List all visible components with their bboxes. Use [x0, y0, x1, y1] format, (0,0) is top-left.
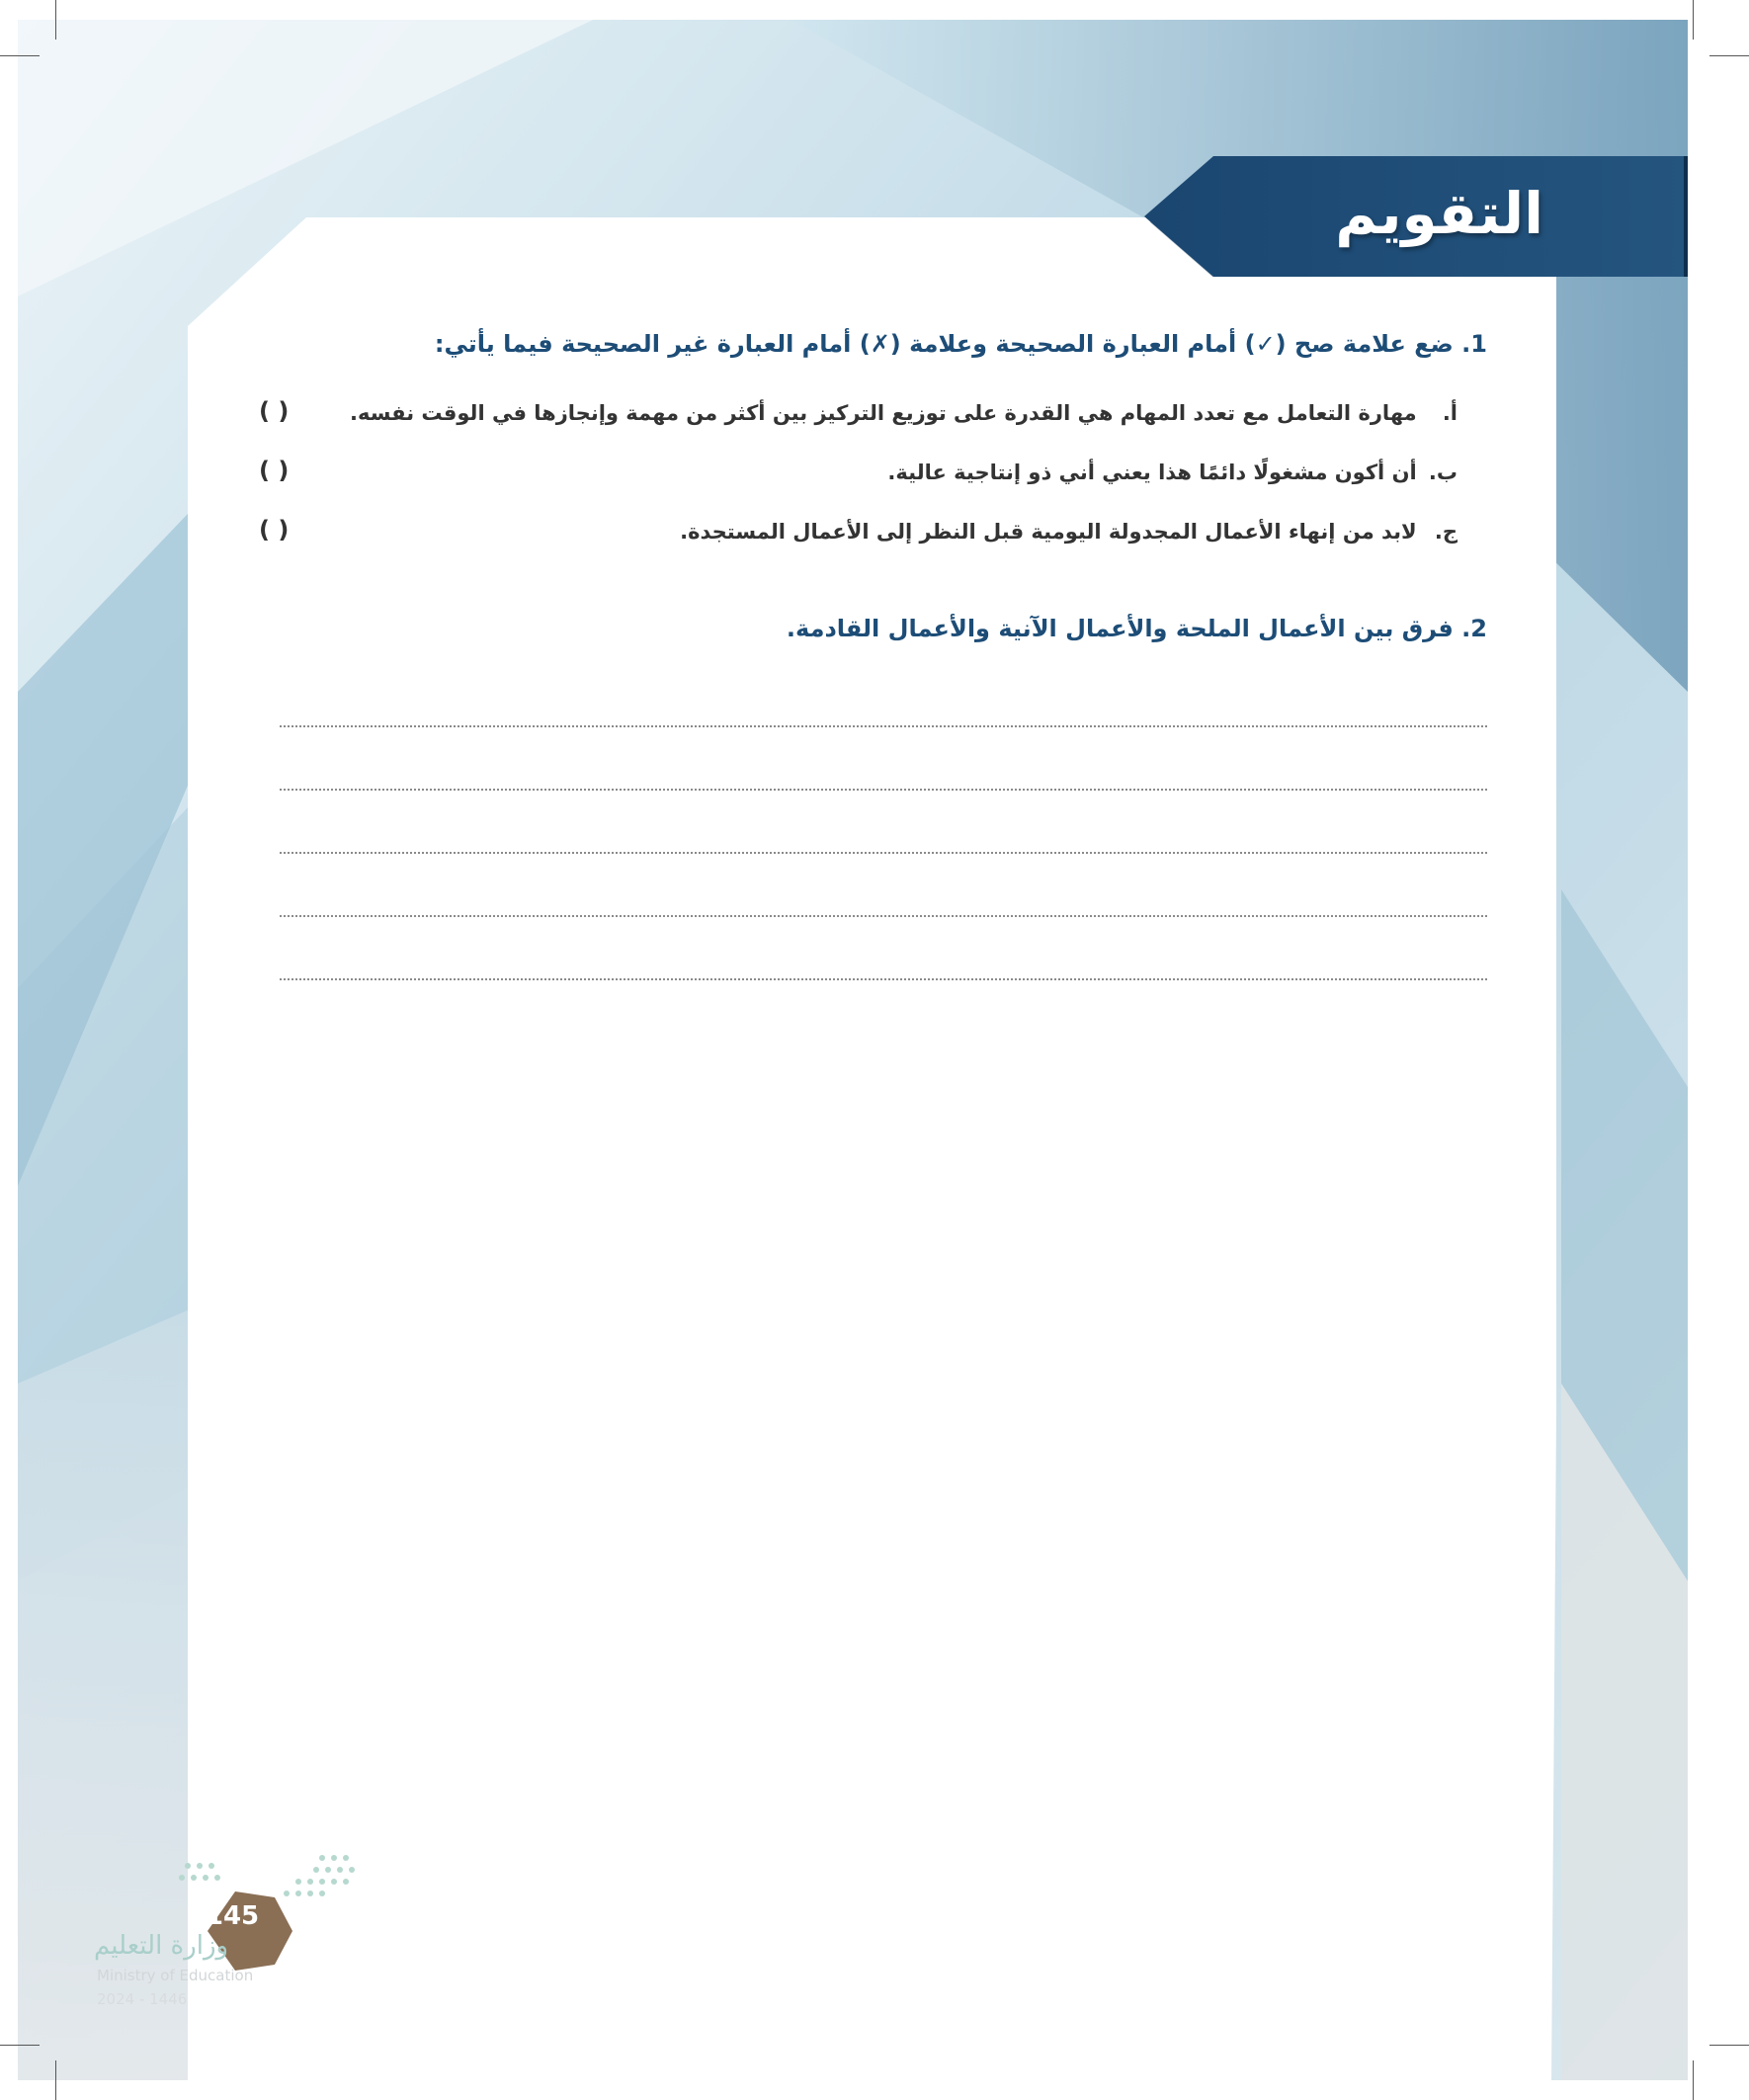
- answer-line[interactable]: [280, 978, 1487, 980]
- item-letter: أ.: [1442, 401, 1458, 425]
- question-1-title: [435, 330, 1487, 358]
- question-2-title: [787, 615, 1487, 642]
- logo-text-en: Ministry of Education: [97, 1967, 254, 1984]
- question-2-text: فرق بين الأعمال الملحة والأعمال الآنية والأعمال القادمة.: [786, 615, 1454, 642]
- answer-box-a[interactable]: ( ): [259, 397, 290, 425]
- logo-year: 2024 - 1446: [97, 1990, 188, 2008]
- crop-mark: [55, 2060, 56, 2100]
- page-number: 145: [205, 1901, 260, 1931]
- question-1-number: 1.: [1461, 330, 1487, 358]
- item-letter: ج.: [1434, 520, 1458, 544]
- answer-line[interactable]: [280, 852, 1487, 854]
- question-1-item-a: [350, 401, 1458, 425]
- answer-line[interactable]: [280, 915, 1487, 917]
- question-2-number: 2.: [1461, 615, 1487, 642]
- answer-box-c[interactable]: ( ): [259, 516, 290, 544]
- section-title: التقويم: [1335, 180, 1543, 247]
- item-text: أن أكون مشغولًا دائمًا هذا يعني أني ذو إنتاجية عالية.: [887, 461, 1417, 484]
- question-1-item-c: [680, 520, 1458, 544]
- crop-mark: [1693, 2060, 1694, 2100]
- content-panel: [188, 217, 1556, 2085]
- logo-text-ar: وزارة التعليم: [94, 1931, 229, 1961]
- crop-mark: [1709, 2045, 1749, 2046]
- crop-mark: [1709, 55, 1749, 56]
- question-1-item-b: [887, 461, 1458, 484]
- item-text: مهارة التعامل مع تعدد المهام هي القدرة على توزيع التركيز بين أكثر من مهمة وإنجازها في الوقت نفسه.: [350, 401, 1417, 425]
- answer-line[interactable]: [280, 789, 1487, 791]
- crop-mark: [0, 55, 40, 56]
- crop-mark: [55, 0, 56, 40]
- item-letter: ب.: [1428, 461, 1458, 484]
- answer-line[interactable]: [280, 725, 1487, 727]
- question-1-text: ضع علامة صح (✓) أمام العبارة الصحيحة وعلامة (✗) أمام العبارة غير الصحيحة فيما يأتي:: [434, 330, 1454, 358]
- crop-mark: [1693, 0, 1694, 40]
- crop-mark: [0, 2045, 40, 2046]
- answer-box-b[interactable]: ( ): [259, 457, 290, 484]
- item-text: لابد من إنهاء الأعمال المجدولة اليومية قبل النظر إلى الأعمال المستجدة.: [680, 520, 1417, 544]
